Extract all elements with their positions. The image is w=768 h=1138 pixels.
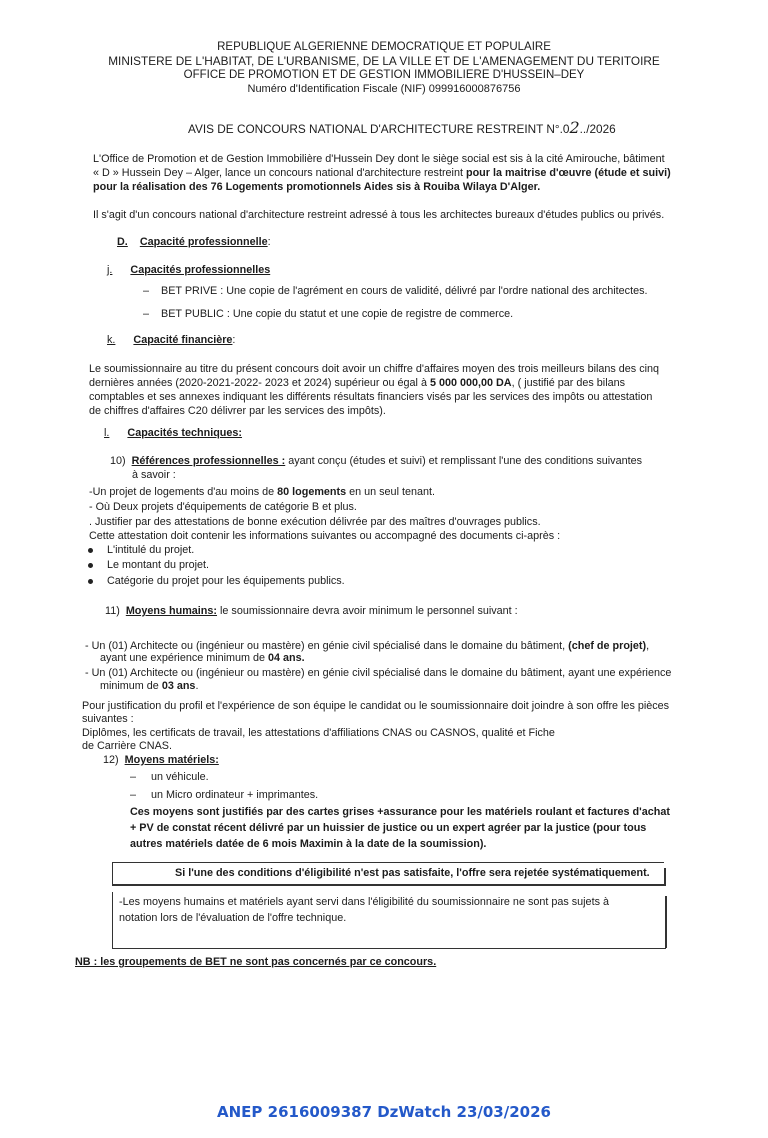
justification-line-3: Diplômes, les certificats de travail, les attestations d'affiliations CNAS ou CASNOS, qualité et Fiche: [82, 727, 555, 739]
section-j-title: Capacités professionnelles: [130, 264, 271, 276]
section-d-letter: D.: [117, 236, 128, 248]
section-k-title: Capacité financière: [133, 334, 233, 346]
financial-line-3: comptables et ses annexes indiquant les différents résultats financiers visés par les services des impôts ou attestation: [89, 391, 653, 403]
section-d-heading: [117, 236, 271, 249]
human-p1-bold: (chef de projet): [568, 640, 647, 652]
intro-text: « D » Hussein Dey – Alger, lance un concours national d'architecture restreint: [93, 167, 466, 179]
section-j-heading: [107, 264, 270, 277]
equipment-proof-1: Ces moyens sont justifiés par des cartes grises +assurance pour les matériels roulant et factures d'achat: [130, 806, 670, 818]
bet-prive-label: BET PRIVE :: [161, 285, 224, 297]
equipment-text: un véhicule.: [151, 771, 209, 783]
header-ministry: MINISTERE DE L'HABITAT, DE L'URBANISME, DE LA VILLE ET DE L'AMENAGEMENT DU TERITOIRE: [108, 54, 660, 68]
notice-title: [188, 118, 616, 137]
section-l-heading: [104, 427, 242, 440]
section-d-title: Capacité professionnelle: [139, 236, 268, 248]
requirement-line-3: . Justifier par des attestations de bonne exécution délivrée par des maîtres d'ouvrages publics.: [89, 516, 541, 528]
equipment-proof-2: + PV de constat récent délivré par un huissier de justice ou un expert agréer par la justice (pour tous: [130, 822, 647, 834]
human-line-4: [100, 680, 198, 693]
bet-prive-item: [143, 285, 647, 298]
bullet-icon: [88, 563, 93, 568]
human-line-2: [100, 652, 305, 665]
header-office: OFFICE DE PROMOTION ET DE GESTION IMMOBILIERE D'HUSSEIN–DEY: [183, 69, 585, 81]
bet-public-label: BET PUBLIC :: [161, 308, 230, 320]
req-bold: 80 logements: [277, 486, 347, 498]
intro-bold: pour la maitrise d'œuvre (étude et suivi): [465, 167, 671, 179]
references-num: 10): [110, 455, 126, 467]
equipment-num: 12): [103, 754, 119, 766]
human-p1-text: - Un (01) Architecte ou (ingénieur ou mastère) en génie civil spécialisé dans le domaine du bâtiment,: [85, 640, 569, 652]
eligibility-box-top: [112, 862, 664, 863]
req-text: -Un projet de logements d'au moins de: [89, 486, 278, 498]
human-title: Moyens humains:: [125, 605, 218, 617]
dash: –: [130, 771, 137, 783]
nb-note: NB : les groupements de BET ne sont pas concernés par ce concours.: [75, 956, 437, 968]
equipment-heading: [103, 754, 219, 767]
references-text: ayant conçu (études et suivi) et remplissant l'une des conditions suivantes: [285, 455, 642, 467]
scope-text: Il s'agit d'un concours national d'architecture restreint adressé à tous les architectes bureaux d'études publics ou privés.: [93, 209, 665, 221]
bullet-item: [88, 575, 345, 588]
intro-line-3: pour la réalisation des 76 Logements promotionnels Aides sis à Rouiba Wilaya D'Alger.: [93, 181, 541, 193]
eligibility-text: Si l'une des conditions d'éligibilité n'est pas satisfaite, l'offre sera rejetée systématiquement.: [175, 867, 650, 879]
bullet-item: [88, 559, 209, 572]
references-text-2: à savoir :: [132, 469, 176, 481]
header-nif: Numéro d'Identification Fiscale (NIF) 099916000876756: [247, 83, 521, 95]
financial-text: dernières années (2020-2021-2022- 2023 et 2024) supérieur ou égal à: [89, 377, 430, 389]
eligibility-box-left: [112, 862, 113, 884]
title-suffix: ../2026: [579, 122, 616, 136]
notice-line-2: notation lors de l'évaluation de l'offre technique.: [119, 912, 347, 924]
financial-line-4: de chiffres d'affaires C20 délivrer par les services des impôts).: [89, 405, 386, 417]
title-prefix: AVIS DE CONCOURS NATIONAL D'ARCHITECTURE RESTREINT N°.0: [188, 122, 570, 136]
human-p2-exp: minimum de: [100, 680, 162, 692]
header-republic: REPUBLIQUE ALGERIENNE DEMOCRATIQUE ET POPULAIRE: [217, 41, 551, 53]
equipment-item: [130, 771, 209, 784]
requirement-line-2: - Où Deux projets d'équipements de catégorie B et plus.: [89, 501, 357, 513]
references-heading: [110, 455, 642, 468]
financial-line-1: Le soumissionnaire au titre du présent concours doit avoir un chiffre d'affaires moyen des trois meilleurs bilans des cinq: [89, 363, 659, 375]
bet-public-text: Une copie du statut et une copie de registre de commerce.: [229, 308, 514, 320]
human-resources-heading: [105, 605, 518, 618]
human-text: le soumissionnaire devra avoir minimum le personnel suivant :: [217, 605, 518, 617]
section-j-letter: j.: [107, 264, 113, 276]
section-l-title: Capacités techniques:: [127, 427, 243, 439]
human-p2-years: 03 ans: [161, 680, 196, 692]
bullet-icon: [88, 579, 93, 584]
section-d-colon: :: [267, 236, 271, 248]
bet-prive-text: Une copie de l'agrément en cours de validité, délivré par l'ordre national des architectes.: [223, 285, 648, 297]
financial-text-end: , ( justifié par des bilans: [511, 377, 626, 389]
equipment-item: [130, 789, 318, 802]
notice-box-left: [112, 892, 113, 948]
human-p1-years: 04 ans.: [268, 652, 305, 664]
human-p2-dot: .: [195, 680, 199, 692]
bullet-icon: [88, 548, 93, 553]
title-number: 2: [569, 118, 580, 137]
requirement-line-1: [89, 486, 435, 499]
section-k-heading: [107, 334, 235, 347]
equipment-text: un Micro ordinateur + imprimantes.: [151, 789, 319, 801]
section-l-letter: l.: [104, 427, 110, 439]
anep-footer: ANEP 2616009387 DzWatch 23/03/2026: [217, 1103, 551, 1121]
human-num: 11): [105, 605, 120, 617]
bet-public-item: [143, 308, 513, 321]
bullet-text: Le montant du projet.: [107, 559, 210, 571]
human-p1-comma: ,: [646, 640, 650, 652]
equipment-proof-3: autres matériels datée de 6 mois Maximin à la date de la soumission).: [130, 838, 487, 850]
bullet-text: Catégorie du projet pour les équipements publics.: [107, 575, 345, 587]
bullet-item: [88, 544, 194, 557]
requirement-line-4: Cette attestation doit contenir les informations suivantes ou accompagné des documents ci-après :: [89, 530, 561, 542]
justification-line-4: de Carrière CNAS.: [82, 740, 173, 752]
notice-box-right: [665, 896, 667, 948]
section-k-letter: k.: [107, 334, 116, 346]
equipment-title: Moyens matériels:: [124, 754, 219, 766]
financial-amount: 5 000 000,00 DA: [429, 377, 512, 389]
intro-line-2: [93, 167, 671, 180]
justification-line-2: suivantes :: [82, 713, 134, 725]
references-title: Références professionnelles :: [131, 455, 286, 467]
section-k-colon: :: [232, 334, 236, 346]
dash: –: [143, 308, 150, 320]
human-line-3: - Un (01) Architecte ou (ingénieur ou mastère) en génie civil spécialisé dans le domaine du bâtiment, ayant une expérience: [85, 667, 672, 679]
bullet-text: L'intitulé du projet.: [107, 544, 195, 556]
financial-line-2: [89, 377, 625, 390]
eligibility-box-bottom: [112, 884, 665, 886]
intro-line-1: L'Office de Promotion et de Gestion Immobilière d'Hussein Dey dont le siège social est sis à la cité Amirouche, bâtiment: [93, 153, 665, 165]
justification-line-1: Pour justification du profil et l'expérience de son équipe le candidat ou le soumissionnaire doit joindre à son offre les pièces: [82, 700, 670, 712]
dash: –: [143, 285, 150, 297]
dash: –: [130, 789, 137, 801]
notice-box-bottom: [112, 948, 666, 949]
notice-line-1: -Les moyens humains et matériels ayant servi dans l'éligibilité du soumissionnaire ne sont pas sujets à: [119, 896, 609, 908]
req-text-end: en un seul tenant.: [346, 486, 435, 498]
human-p1-exp: ayant une expérience minimum de: [100, 652, 269, 664]
